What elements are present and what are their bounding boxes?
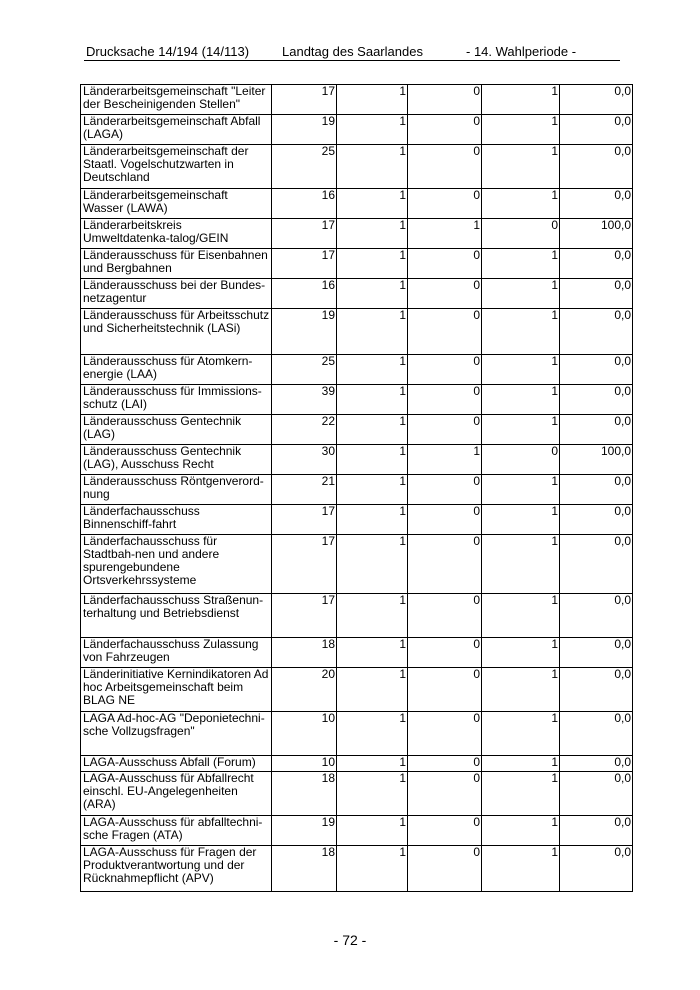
table-row — [81, 219, 633, 249]
value-cell-c4: 1 — [482, 475, 560, 505]
committee-name-cell: LAGA-Ausschuss für Fragen der Produktverantwortung und der Rücknahmepflicht (APV) — [81, 846, 272, 892]
value-cell-c5: 0,0 — [560, 249, 633, 279]
table-row — [81, 309, 633, 355]
value-cell-c2: 1 — [337, 816, 408, 846]
committee-name-cell: LAGA-Ausschuss für abfalltechni-sche Fragen (ATA) — [81, 816, 272, 846]
value-cell-c5: 0,0 — [560, 712, 633, 756]
value-cell-c3: 1 — [408, 219, 482, 249]
value-cell-c2: 1 — [337, 309, 408, 355]
table-row — [81, 475, 633, 505]
value-cell-c1: 30 — [272, 445, 337, 475]
table-row — [81, 756, 633, 772]
value-cell-c4: 1 — [482, 535, 560, 594]
value-cell-c2: 1 — [337, 219, 408, 249]
value-cell-c1: 10 — [272, 756, 337, 772]
value-cell-c5: 0,0 — [560, 189, 633, 219]
committee-name-cell: Länderarbeitskreis Umweltdatenka-talog/GEIN — [81, 219, 272, 249]
value-cell-c2: 1 — [337, 385, 408, 415]
value-cell-c5: 0,0 — [560, 415, 633, 445]
committee-name-cell: Länderarbeitsgemeinschaft Abfall (LAGA) — [81, 115, 272, 145]
page-header — [0, 44, 700, 64]
value-cell-c2: 1 — [337, 772, 408, 816]
value-cell-c5: 0,0 — [560, 385, 633, 415]
value-cell-c4: 1 — [482, 145, 560, 189]
committee-name-cell: Länderfachausschuss Straßenun-terhaltung und Betriebsdienst — [81, 594, 272, 638]
value-cell-c5: 0,0 — [560, 475, 633, 505]
value-cell-c2: 1 — [337, 445, 408, 475]
value-cell-c1: 18 — [272, 638, 337, 668]
value-cell-c1: 19 — [272, 115, 337, 145]
value-cell-c4: 1 — [482, 505, 560, 535]
committee-name-cell: Länderausschuss für Atomkern-energie (LAA) — [81, 355, 272, 385]
value-cell-c3: 0 — [408, 85, 482, 115]
table-row — [81, 249, 633, 279]
committee-name-cell: Länderausschuss für Immissions-schutz (LAI) — [81, 385, 272, 415]
value-cell-c4: 1 — [482, 668, 560, 712]
value-cell-c3: 0 — [408, 385, 482, 415]
value-cell-c4: 1 — [482, 712, 560, 756]
value-cell-c5: 0,0 — [560, 816, 633, 846]
value-cell-c3: 0 — [408, 355, 482, 385]
value-cell-c5: 0,0 — [560, 115, 633, 145]
value-cell-c5: 100,0 — [560, 445, 633, 475]
table-row — [81, 846, 633, 892]
value-cell-c5: 0,0 — [560, 668, 633, 712]
table-row — [81, 279, 633, 309]
value-cell-c5: 0,0 — [560, 846, 633, 892]
committee-name-cell: LAGA Ad-hoc-AG "Deponietechni-sche Vollzugsfragen" — [81, 712, 272, 756]
value-cell-c1: 17 — [272, 505, 337, 535]
value-cell-c5: 0,0 — [560, 772, 633, 816]
committee-name-cell: Länderausschuss für Eisenbahnen und Bergbahnen — [81, 249, 272, 279]
value-cell-c2: 1 — [337, 279, 408, 309]
document-number: Drucksache 14/194 (14/113) — [86, 44, 250, 59]
committee-name-cell: Länderarbeitsgemeinschaft Wasser (LAWA) — [81, 189, 272, 219]
table-row — [81, 415, 633, 445]
value-cell-c4: 1 — [482, 846, 560, 892]
value-cell-c4: 1 — [482, 279, 560, 309]
value-cell-c5: 100,0 — [560, 219, 633, 249]
value-cell-c4: 1 — [482, 772, 560, 816]
value-cell-c2: 1 — [337, 594, 408, 638]
value-cell-c1: 17 — [272, 535, 337, 594]
table-row — [81, 816, 633, 846]
value-cell-c2: 1 — [337, 415, 408, 445]
committee-name-cell: LAGA-Ausschuss für Abfallrecht einschl. EU-Angelegenheiten (ARA) — [81, 772, 272, 816]
value-cell-c4: 0 — [482, 219, 560, 249]
table-row — [81, 85, 633, 115]
table-row — [81, 594, 633, 638]
value-cell-c3: 0 — [408, 475, 482, 505]
table-row — [81, 535, 633, 594]
value-cell-c2: 1 — [337, 85, 408, 115]
value-cell-c1: 22 — [272, 415, 337, 445]
value-cell-c4: 1 — [482, 355, 560, 385]
value-cell-c4: 1 — [482, 309, 560, 355]
committee-name-cell: Länderausschuss bei der Bundes-netzagentur — [81, 279, 272, 309]
value-cell-c3: 0 — [408, 594, 482, 638]
committee-name-cell: Länderarbeitsgemeinschaft der Staatl. Vogelschutzwarten in Deutschland — [81, 145, 272, 189]
value-cell-c1: 20 — [272, 668, 337, 712]
value-cell-c5: 0,0 — [560, 638, 633, 668]
value-cell-c2: 1 — [337, 189, 408, 219]
value-cell-c5: 0,0 — [560, 594, 633, 638]
value-cell-c4: 1 — [482, 249, 560, 279]
value-cell-c1: 25 — [272, 145, 337, 189]
parliament-name: Landtag des Saarlandes — [282, 44, 423, 59]
value-cell-c5: 0,0 — [560, 145, 633, 189]
value-cell-c1: 18 — [272, 772, 337, 816]
value-cell-c1: 21 — [272, 475, 337, 505]
value-cell-c1: 17 — [272, 85, 337, 115]
value-cell-c2: 1 — [337, 712, 408, 756]
value-cell-c5: 0,0 — [560, 535, 633, 594]
value-cell-c4: 1 — [482, 415, 560, 445]
committee-name-cell: Länderausschuss für Arbeitsschutz und Sicherheitstechnik (LASi) — [81, 309, 272, 355]
value-cell-c1: 16 — [272, 279, 337, 309]
value-cell-c4: 1 — [482, 756, 560, 772]
value-cell-c4: 1 — [482, 594, 560, 638]
value-cell-c3: 0 — [408, 145, 482, 189]
value-cell-c5: 0,0 — [560, 85, 633, 115]
value-cell-c3: 0 — [408, 816, 482, 846]
value-cell-c4: 1 — [482, 638, 560, 668]
legislative-period: - 14. Wahlperiode - — [466, 44, 577, 59]
committee-name-cell: Länderfachausschuss Binnenschiff-fahrt — [81, 505, 272, 535]
value-cell-c5: 0,0 — [560, 355, 633, 385]
value-cell-c3: 1 — [408, 445, 482, 475]
value-cell-c3: 0 — [408, 712, 482, 756]
value-cell-c3: 0 — [408, 115, 482, 145]
value-cell-c4: 1 — [482, 385, 560, 415]
value-cell-c3: 0 — [408, 535, 482, 594]
value-cell-c3: 0 — [408, 846, 482, 892]
value-cell-c1: 19 — [272, 816, 337, 846]
value-cell-c1: 39 — [272, 385, 337, 415]
table-row — [81, 505, 633, 535]
value-cell-c2: 1 — [337, 505, 408, 535]
table-row — [81, 712, 633, 756]
value-cell-c3: 0 — [408, 668, 482, 712]
value-cell-c3: 0 — [408, 309, 482, 355]
value-cell-c5: 0,0 — [560, 756, 633, 772]
value-cell-c3: 0 — [408, 249, 482, 279]
value-cell-c5: 0,0 — [560, 279, 633, 309]
table-row — [81, 115, 633, 145]
value-cell-c2: 1 — [337, 668, 408, 712]
value-cell-c3: 0 — [408, 279, 482, 309]
table-row — [81, 638, 633, 668]
committee-name-cell: Länderinitiative Kernindikatoren Ad hoc Arbeitsgemeinschaft beim BLAG NE — [81, 668, 272, 712]
value-cell-c3: 0 — [408, 638, 482, 668]
value-cell-c5: 0,0 — [560, 309, 633, 355]
header-rule — [84, 60, 620, 61]
committee-name-cell: Länderarbeitsgemeinschaft "Leiter der Bescheinigenden Stellen" — [81, 85, 272, 115]
value-cell-c1: 18 — [272, 846, 337, 892]
value-cell-c2: 1 — [337, 756, 408, 772]
page-number: - 72 - — [333, 932, 367, 948]
value-cell-c1: 16 — [272, 189, 337, 219]
value-cell-c2: 1 — [337, 535, 408, 594]
value-cell-c2: 1 — [337, 249, 408, 279]
table-row — [81, 189, 633, 219]
value-cell-c3: 0 — [408, 415, 482, 445]
value-cell-c3: 0 — [408, 756, 482, 772]
table-row — [81, 145, 633, 189]
value-cell-c4: 1 — [482, 115, 560, 145]
value-cell-c4: 0 — [482, 445, 560, 475]
value-cell-c1: 17 — [272, 249, 337, 279]
value-cell-c2: 1 — [337, 115, 408, 145]
committee-name-cell: LAGA-Ausschuss Abfall (Forum) — [81, 756, 272, 772]
committee-name-cell: Länderausschuss Gentechnik (LAG), Ausschuss Recht — [81, 445, 272, 475]
table-row — [81, 772, 633, 816]
value-cell-c3: 0 — [408, 772, 482, 816]
value-cell-c2: 1 — [337, 846, 408, 892]
value-cell-c1: 19 — [272, 309, 337, 355]
committee-name-cell: Länderfachausschuss Zulassung von Fahrzeugen — [81, 638, 272, 668]
table-row — [81, 668, 633, 712]
value-cell-c3: 0 — [408, 505, 482, 535]
value-cell-c1: 10 — [272, 712, 337, 756]
table-row — [81, 385, 633, 415]
value-cell-c1: 25 — [272, 355, 337, 385]
value-cell-c1: 17 — [272, 219, 337, 249]
value-cell-c4: 1 — [482, 189, 560, 219]
value-cell-c4: 1 — [482, 816, 560, 846]
value-cell-c2: 1 — [337, 355, 408, 385]
value-cell-c2: 1 — [337, 475, 408, 505]
value-cell-c2: 1 — [337, 638, 408, 668]
committee-table — [80, 84, 633, 892]
committee-name-cell: Länderfachausschuss für Stadtbah-nen und andere spurengebundene Ortsverkehrssysteme — [81, 535, 272, 594]
value-cell-c3: 0 — [408, 189, 482, 219]
table-row — [81, 445, 633, 475]
value-cell-c5: 0,0 — [560, 505, 633, 535]
committee-name-cell: Länderausschuss Gentechnik (LAG) — [81, 415, 272, 445]
table-row — [81, 355, 633, 385]
value-cell-c2: 1 — [337, 145, 408, 189]
value-cell-c4: 1 — [482, 85, 560, 115]
value-cell-c1: 17 — [272, 594, 337, 638]
committee-name-cell: Länderausschuss Röntgenverord-nung — [81, 475, 272, 505]
